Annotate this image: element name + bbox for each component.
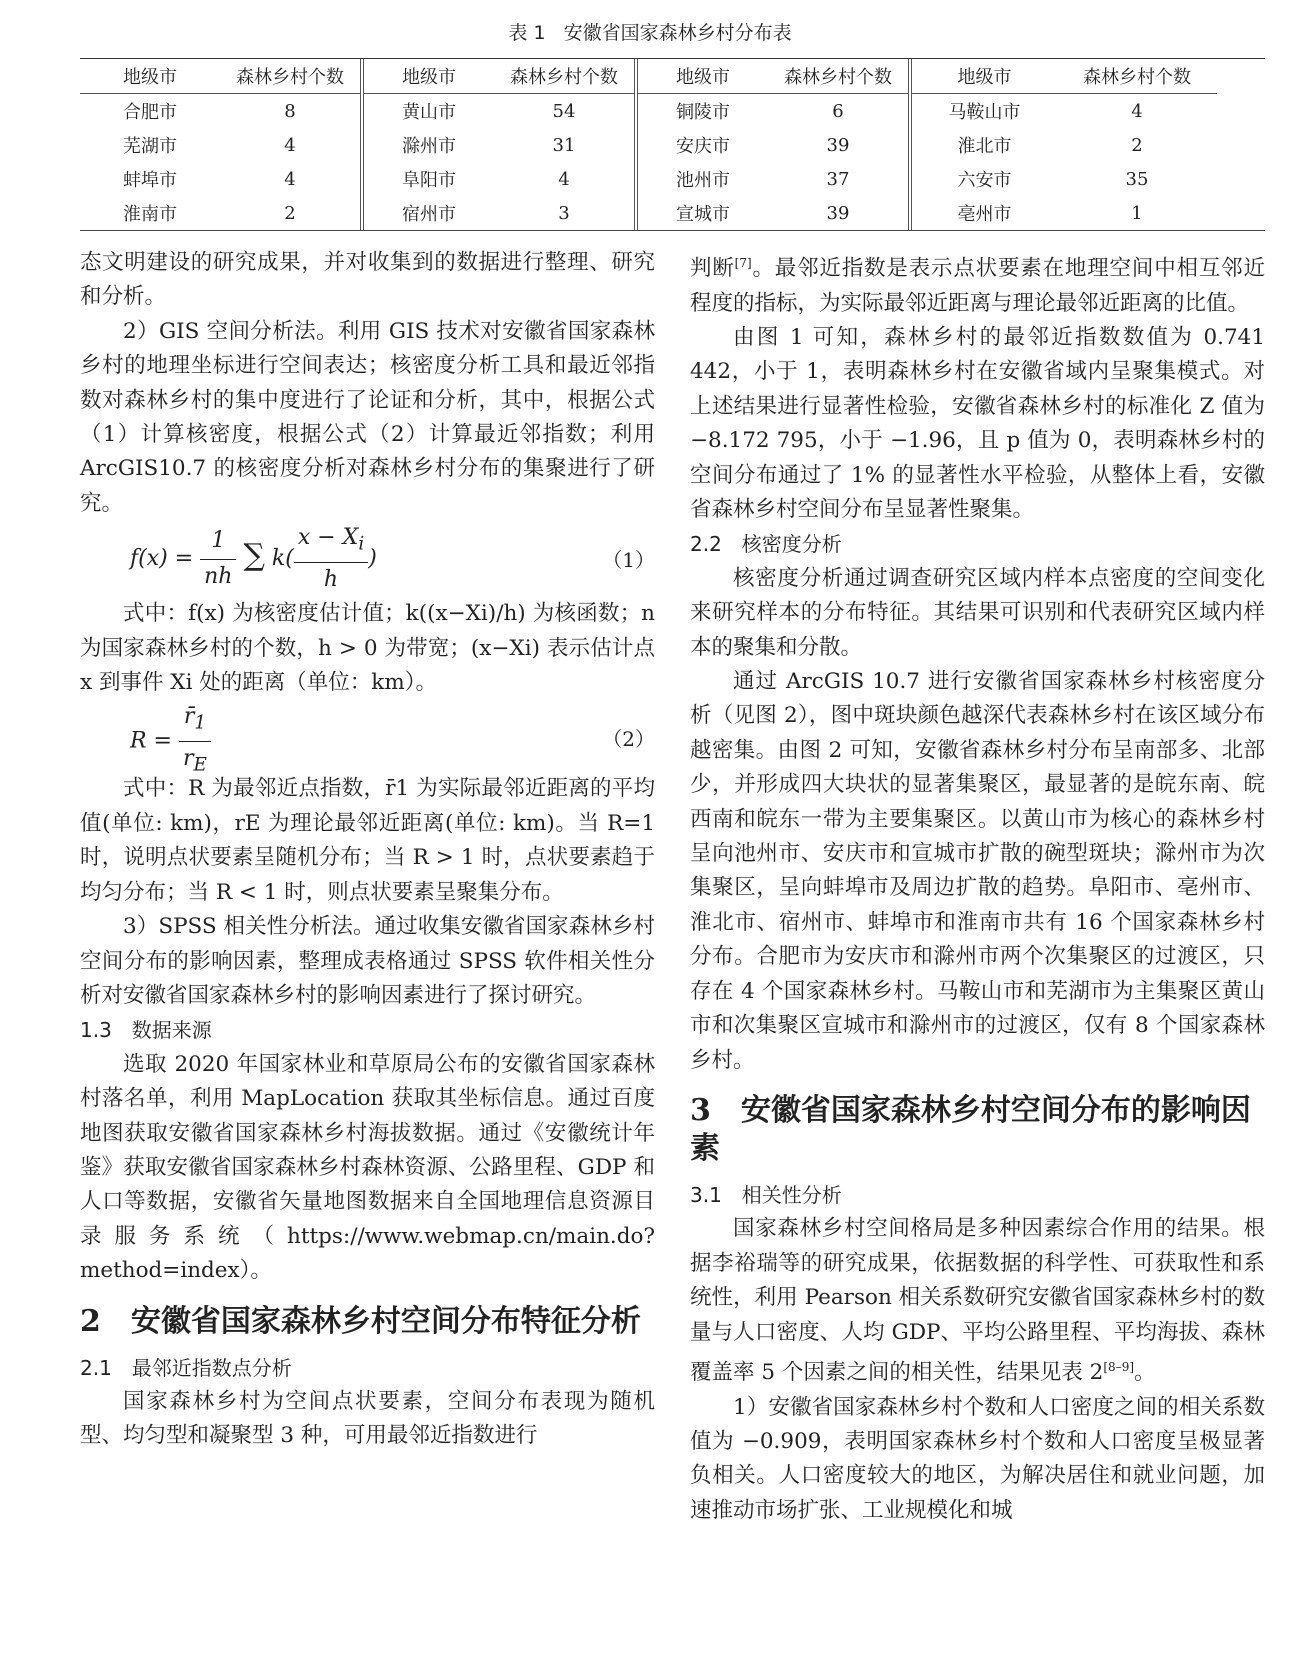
count-cell: 39	[826, 202, 850, 224]
table-number: 表 1	[508, 22, 546, 44]
table-row	[638, 162, 908, 196]
column-header: 森林乡村个数	[510, 67, 618, 88]
paragraph: 国家森林乡村为空间点状要素，空间分布表现为随机型、均匀型和凝聚型 3 种，可用最邻近指数进行	[80, 1388, 655, 1449]
table-row	[80, 128, 360, 162]
count-cell: 37	[826, 168, 850, 190]
city-cell: 宿州市	[402, 204, 456, 225]
paragraph: 3）SPSS 相关性分析法。通过收集安徽省国家森林乡村空间分布的影响因素，整理成表格通过 SPSS 软件相关性分析对安徽省国家森林乡村的影响因素进行了探讨研究。	[80, 914, 655, 1008]
table-row	[364, 94, 634, 128]
table-row	[364, 162, 634, 196]
chapter-heading: 2 安徽省国家森林乡村空间分布特征分析	[80, 1303, 641, 1339]
section-heading: 2.2 核密度分析	[690, 532, 842, 557]
count-cell: 2	[284, 202, 296, 224]
table-title: 安徽省国家森林乡村分布表	[563, 22, 792, 44]
chapter-heading: 3 安徽省国家森林乡村空间分布的影响因素	[690, 1092, 1251, 1166]
table-row	[912, 196, 1217, 230]
distribution-table	[80, 58, 1265, 231]
table-grid	[80, 59, 1265, 230]
paragraph: 核密度分析通过调查研究区域内样本点密度的空间变化来研究样本的分布特征。其结果可识别和代表研究区域内样本的聚集和分散。	[690, 565, 1265, 660]
column-header: 森林乡村个数	[236, 67, 344, 88]
paragraph: 态文明建设的研究成果，并对收集到的数据进行整理、研究和分析。	[80, 250, 655, 310]
paragraph: 通过 ArcGIS 10.7 进行安徽省国家森林乡村核密度分析（见图 2），图中斑块颜色越深代表森林乡村在该区域分布越密集。由图 2 可知，安徽省森林乡村分布呈南部多、北部少，并形成四大块状的显著集聚区，最显著的是皖东南、皖西南和皖东一带为主要集聚区。以黄山市为核心的森林乡村呈向池州市、安庆市和宣城市扩散的碗型斑块；滁州市为次集聚区，呈向蚌埠市及周边扩散的趋势。阜阳市、亳州市、淮北市、宿州市、蚌埠市和淮南市共有 16 个国家森林乡村分布。合肥市为安庆市和滁州市两个次集聚区的过渡区，只存在 4 个国家森林乡村。马鞍山市和芜湖市为主集聚区黄山市和次集聚区宣城市和滁州市的过渡区，仅有 8 个国家森林乡村。	[690, 669, 1265, 1073]
paragraph: 国家森林乡村空间格局是多种因素综合作用的结果。根据李裕瑞等的研究成果，依据数据的科学性、可获取性和系统性，利用 Pearson 相关系数研究安徽省国家森林乡村的数量与人口密度、人均 GDP、平均公路里程、平均海拔、森林覆盖率 5 个因素之间的相关性，结果见表 2[8–9]。	[690, 1216, 1265, 1386]
count-cell: 6	[832, 100, 844, 122]
table-row	[80, 94, 360, 128]
column-header: 地级市	[676, 67, 730, 88]
count-cell: 1	[1131, 202, 1143, 224]
count-cell: 54	[552, 100, 576, 122]
count-cell: 4	[1131, 100, 1143, 122]
table-row	[912, 162, 1217, 196]
table-block	[80, 59, 360, 230]
paragraph: 1）安徽省国家森林乡村个数和人口密度之间的相关系数值为 −0.909，表明国家森林乡村个数和人口密度呈极显著负相关。人口密度较大的地区，为解决居住和就业问题，加速推动市场扩张、工业规模化和城	[690, 1394, 1265, 1523]
city-cell: 马鞍山市	[948, 102, 1021, 123]
table-row	[912, 128, 1217, 162]
city-cell: 蚌埠市	[123, 170, 177, 191]
table-row	[912, 94, 1217, 128]
nearest-neighbor-formula: R = $\frac{r̄_1}{r_E}$	[130, 700, 211, 783]
table-row	[638, 94, 908, 128]
paragraph: 式中：R 为最邻近点指数，r̄1 为实际最邻近距离的平均值(单位: km)，rE 为理论最邻近距离(单位: km)。当 R=1 时，说明点状要素呈随机分布；当 R > 1 时，点状要素趋于均匀分布；当 R < 1 时，则点状要素呈聚集分布。	[80, 776, 655, 905]
city-cell: 淮北市	[957, 136, 1012, 157]
table-block	[908, 59, 1217, 230]
count-cell: 31	[552, 134, 576, 156]
city-cell: 池州市	[676, 170, 730, 191]
column-header: 地级市	[957, 67, 1012, 88]
column-header: 地级市	[402, 67, 456, 88]
city-cell: 六安市	[957, 170, 1012, 191]
city-cell: 芜湖市	[123, 136, 177, 157]
citation: [8–9]	[1103, 1359, 1135, 1374]
left-column	[80, 246, 655, 1454]
citation: [7]	[734, 256, 752, 270]
city-cell: 合肥市	[123, 102, 177, 123]
count-cell: 4	[284, 134, 296, 156]
column-header: 森林乡村个数	[1083, 67, 1191, 88]
count-cell: 3	[558, 202, 570, 224]
equation-2	[80, 700, 655, 776]
city-cell: 亳州市	[957, 204, 1012, 225]
section-heading: 3.1 相关性分析	[690, 1182, 842, 1207]
column-header: 森林乡村个数	[784, 67, 892, 88]
section-heading: 2.1 最邻近指数点分析	[80, 1355, 292, 1380]
count-cell: 4	[284, 168, 296, 190]
city-cell: 黄山市	[402, 102, 456, 123]
column-header: 地级市	[123, 67, 177, 88]
right-column	[690, 246, 1265, 1528]
city-cell: 阜阳市	[402, 170, 456, 191]
city-cell: 安庆市	[676, 136, 730, 157]
equation-1	[80, 521, 655, 597]
table-block	[360, 59, 634, 230]
city-cell: 淮南市	[123, 204, 177, 225]
paragraph: 式中：f(x) 为核密度估计值；k((x−Xi)/h) 为核函数；n 为国家森林乡村的个数，h > 0 为带宽；(x−Xi) 表示估计点 x 到事件 Xi 处的距离（单位：km）。	[80, 601, 655, 696]
paragraph: 选取 2020 年国家林业和草原局公布的安徽省国家森林村落名单，利用 MapLocation 获取其坐标信息。通过百度地图获取安徽省国家森林乡村海拔数据。通过《安徽统计年鉴》获取安徽省国家森林乡村森林资源、公路里程、GDP 和人口等数据，安徽省矢量地图数据来自全国地理信息资源目录服务系统（https://www.webmap.cn/main.do?method=index）。	[80, 1051, 655, 1284]
table-row	[638, 196, 908, 230]
paragraph: 2）GIS 空间分析法。利用 GIS 技术对安徽省国家森林乡村的地理坐标进行空间表达；核密度分析工具和最近邻指数对森林乡村的集中度进行了论证和分析，其中，根据公式（1）计算核密度，根据公式（2）计算最近邻指数；利用 ArcGIS10.7 的核密度分析对森林乡村分布的集聚进行了研究。	[80, 318, 655, 516]
table-row	[364, 128, 634, 162]
table-row	[80, 162, 360, 196]
table-block	[634, 59, 908, 230]
count-cell: 2	[1131, 134, 1143, 156]
count-cell: 8	[284, 100, 296, 122]
paragraph: 由图 1 可知，森林乡村的最邻近指数数值为 0.741 442，小于 1，表明森林乡村在安徽省域内呈聚集模式。对上述结果进行显著性检验，安徽省森林乡村的标准化 Z 值为 −8.172 795，小于 −1.96，且 p 值为 0，表明森林乡村的空间分布通过了 1% 的显著性水平检验，从整体上看，安徽省森林乡村空间分布呈显著性聚集。	[690, 324, 1265, 522]
paragraph: 判断[7]。最邻近指数是表示点状要素在地理空间中相互邻近程度的指标，为实际最邻近距离与理论最邻近距离的比值。	[690, 256, 1265, 316]
city-cell: 铜陵市	[676, 102, 730, 123]
equation-number: （1）	[602, 548, 655, 573]
section-heading: 1.3 数据来源	[80, 1018, 212, 1043]
table-row	[364, 196, 634, 230]
count-cell: 39	[826, 134, 850, 156]
table-caption	[0, 18, 1300, 45]
kernel-density-formula: f(x) = $\frac{1}{nh}$ ∑ k( $\frac{x - X_i}{h}$ )	[130, 521, 377, 597]
equation-number: （2）	[602, 727, 655, 752]
table-row	[638, 128, 908, 162]
count-cell: 4	[558, 168, 570, 190]
city-cell: 宣城市	[676, 204, 730, 225]
count-cell: 35	[1125, 168, 1149, 190]
table-row	[80, 196, 360, 230]
city-cell: 滁州市	[402, 136, 456, 157]
